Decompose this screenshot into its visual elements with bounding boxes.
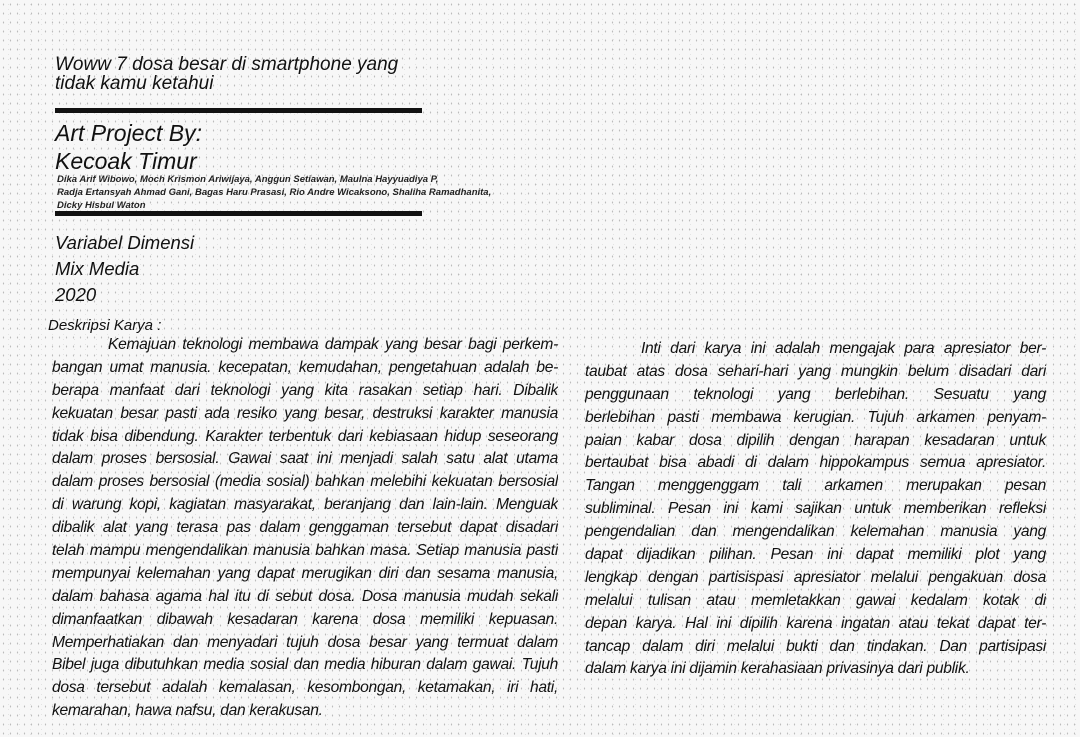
title-line: Woww 7 dosa besar di smartphone yang [55, 54, 399, 75]
paragraph-line: dalam bahasa agama hal itu di sebut dosa. Dosa manusia mudah sekali [52, 587, 558, 605]
paragraph-line: tidak bisa dibendung. Karakter terbentuk dari kebiasaan hidup seseorang [52, 427, 558, 445]
title-line: tidak kamu ketahui [55, 73, 214, 94]
credits [57, 173, 491, 212]
description-left-column [52, 334, 558, 723]
art-project-label: Art Project By: [55, 120, 202, 146]
paragraph-line: dalam proses bersosial. Gawai saat ini menjadi salah satu alat utama [52, 450, 558, 468]
paragraph-line: Kemajuan teknologi membawa dampak yang besar bagi perkem- [108, 336, 558, 353]
credits-line: Dika Arif Wibowo, Moch Krismon Ariwijaya, Anggun Setiawan, Maulna Hayyuadiya P, [57, 174, 439, 185]
paragraph-line: dapat dijadikan pilihan. Pesan ini dapat memiliki plot yang [585, 546, 1046, 564]
paragraph-line: dosa tersebut adalah kemalasan, kesombongan, ketamakan, iri hati, [52, 679, 558, 697]
paragraph-line: di warung kopi, kagiatan masyarakat, beranjang dan lain-lain. Menguak [52, 496, 558, 514]
paragraph-line: Bibel juga dibutuhkan media sosial dan media hiburan dalam gawai. Tujuh [52, 656, 558, 674]
meta-year: 2020 [55, 284, 97, 305]
paragraph-line: Inti dari karya ini adalah mengajak para apresiator ber- [641, 340, 1046, 357]
paragraph-line: depan karya. Hal ini dipilih karena ingatan atau tekat dapat ter- [585, 614, 1046, 632]
meta-media: Mix Media [55, 258, 140, 279]
paragraph-line: Memperhatiakan dan menyadari tujuh dosa besar yang termuat dalam [52, 633, 558, 651]
paragraph-line: bertaubat bisa abadi di dalam hippokampus semua apresiator. [585, 454, 1046, 472]
description-right-column [585, 338, 1046, 681]
paragraph-line: mempunyai kelemahan yang dapat merugikan diri dan sesama manusia, [52, 564, 558, 582]
paragraph-line: subliminal. Pesan ini kami sajikan untuk memberikan refleksi [585, 500, 1046, 518]
paragraph-line: paian kabar dosa dipilih dengan harapan kesadaran untuk [585, 431, 1046, 449]
divider [55, 108, 422, 113]
paragraph-line: kekuatan besar pasti ada resiko yang besar, destruksi karakter manusia [52, 404, 558, 422]
paragraph-line: dibalik alat yang terasa pas dalam genggaman tersebut dapat disadari [52, 519, 558, 537]
paragraph-line: pengendalian dan mengendalikan kelemahan manusia yang [585, 523, 1046, 541]
divider [55, 211, 422, 216]
paragraph-line: telah mampu mengendalikan manusia bahkan masa. Setiap manusia pasti [52, 542, 558, 560]
paragraph-line: bangan umat manusia. kecepatan, kemudahan, pengetahuan adalah be- [52, 358, 558, 376]
paragraph-line: melalui tulisan atau memletakkan gawai kedalam kotak di [585, 591, 1046, 609]
paragraph-line: taubat atas dosa sehari-hari yang mungkin belum disadari dari [585, 362, 1046, 380]
description-label: Deskripsi Karya : [48, 317, 162, 334]
paragraph-line: berapa manfaat dari teknologi yang kita rasakan setiap hari. Dibalik [52, 381, 558, 399]
meta-dimension: Variabel Dimensi [55, 232, 195, 253]
paragraph-line: lengkap dengan partisispasi apresiator melalui pengakuan dosa [585, 568, 1046, 586]
paragraph-line: dimanfaatkan dibawah kesadaran karena dosa memiliki kepuasan. [52, 610, 558, 628]
paragraph-line: tancap dalam diri melalui bukti dan tindakan. Dan partisipasi [585, 637, 1046, 655]
paragraph-line: Tangan menggenggam tali arkamen merupakan pesan [585, 477, 1046, 495]
art-project-heading [55, 119, 202, 175]
group-name: Kecoak Timur [55, 148, 197, 174]
credits-line: Radja Ertansyah Ahmad Gani, Bagas Haru Prasasi, Rio Andre Wicaksono, Shaliha Ramadhanita, [57, 187, 492, 198]
paragraph-line: penggunaan teknologi yang berlebihan. Sesuatu yang [585, 385, 1046, 403]
paragraph-line: dalam karya ini dijamin kerahasiaan privasinya dari publik. [585, 660, 970, 678]
credits-line: Dicky Hisbul Waton [57, 200, 146, 211]
paragraph-line: kemarahan, hawa nafsu, dan kerakusan. [52, 702, 323, 720]
paragraph-line: dalam proses bersosial (media sosial) bahkan melebihi kekuatan bersosial [52, 473, 558, 491]
paragraph-line: berlebihan pasti membawa kerugian. Tujuh arkamen penyam- [585, 408, 1046, 426]
poster-title [55, 55, 398, 93]
artwork-meta [55, 230, 194, 308]
